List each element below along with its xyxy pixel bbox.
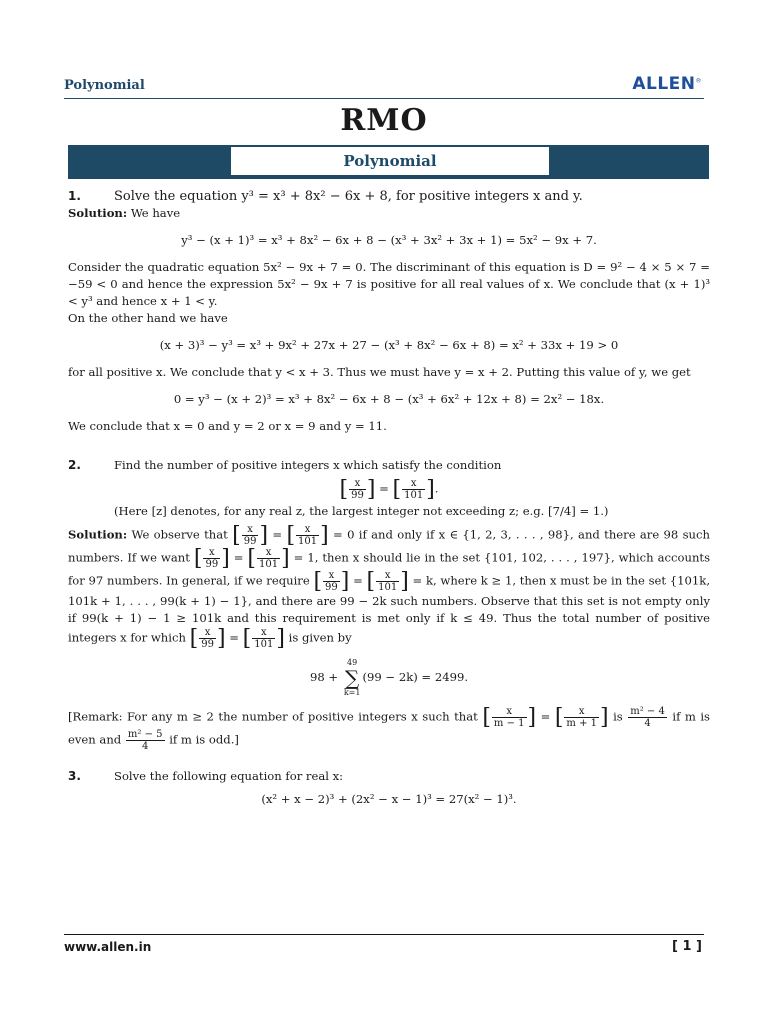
- question-2: [68, 457, 710, 474]
- question-number: 3.: [68, 769, 81, 783]
- banner-title: Polynomial: [231, 147, 549, 175]
- paragraph: for all positive x. We conclude that y < x + 3. Thus we must have y = x + 2. Putting this value of y, we get: [68, 365, 691, 379]
- question-number: 1.: [68, 189, 81, 203]
- page-content: [68, 186, 710, 814]
- note: (Here [z] denotes, for any real z, the largest integer not exceeding z; e.g. [7/4] = 1.): [114, 504, 609, 518]
- condition-equation: [ $\frac{x}{99}$ ] = [ $\frac{x}{101}$ ].: [339, 477, 439, 502]
- remark: [Remark: For any m ≥ 2 the number of positive integers x such that [ $\frac{x}{m - 1}$ ] = [ $\frac{x}{m + 1}$ ] is $\frac{\text{m² − 4}}{4}$ if m is even and $\frac{\text{m² − 5}}{4}$ if m is odd.]: [68, 705, 711, 752]
- paragraph: Consider the quadratic equation 5x² − 9x + 7 = 0. The discriminant of this equation is D = 9² − 4 × 5 × 7 = −59 < 0 and hence the expression 5x² − 9x + 7 is positive for all real values of x. We conclude that (x + 1)³ < y³ and hence x + 1 < y.: [68, 260, 710, 308]
- equation: y³ − (x + 1)³ = x³ + 8x² − 6x + 8 − (x³ + 3x² + 3x + 1) = 5x² − 9x + 7.: [181, 233, 597, 247]
- paragraph: We conclude that x = 0 and y = 2 or x = 9 and y = 11.: [68, 419, 387, 433]
- header-title: Polynomial: [64, 78, 145, 93]
- solution-1-intro: Solution: We have: [68, 206, 181, 220]
- question-number: 2.: [68, 458, 81, 472]
- equation: (x + 3)³ − y³ = x³ + 9x² + 27x + 27 − (x³ + 8x² − 6x + 8) = x² + 33x + 19 > 0: [159, 338, 619, 352]
- allen-logo: ALLEN®: [632, 74, 702, 94]
- question-text: Solve the following equation for real x:: [114, 769, 344, 783]
- equation: 0 = y³ − (x + 2)³ = x³ + 8x² − 6x + 8 − (x³ + 6x² + 12x + 8) = 2x² − 18x.: [173, 392, 605, 406]
- solution-label: Solution:: [68, 206, 128, 220]
- sigma-symbol: 49 ∑ k=1: [343, 658, 361, 697]
- paragraph: On the other hand we have: [68, 311, 228, 325]
- solution-2: Solution: We observe that [ $\frac{x}{99}$ ] = [ $\frac{x}{101}$ ] = 0 if and only if x ∈ {1, 2, 3, . . . , 98}, and there are 98 such numbers. If we want [ $\frac{x}{99}$ ] = [ $\frac{x}{101}$ ] = 1, then x should lie in the set {101, 102, . . . , 197}, which accounts for 97 numbers. In general, if we require [ $\frac{x}{99}$ ] = [ $\frac{x}{101}$ ] = k, where k ≥ 1, then x must be in the set {101k, 101k + 1, . . . , 99(k + 1) − 1}, and there are 99 − 2k such numbers. Observe that this set is not empty only if 99(k + 1) − 1 ≥ 101k and this requirement is met only if k ≤ 49. Thus the total number of positive integers x for which [ $\frac{x}{99}$ ] = [ $\frac{x}{101}$ ] is given by: [68, 523, 711, 651]
- main-title: RMO: [340, 103, 428, 138]
- equation: (x² + x − 2)³ + (2x² − x − 1)³ = 27(x² − 1)³.: [261, 792, 517, 806]
- sum-equation: 98 + 49 ∑ k=1 (99 − 2k) = 2499.: [309, 658, 469, 697]
- question-1: [68, 188, 710, 205]
- page-header: [64, 70, 704, 99]
- section-banner: [68, 145, 709, 179]
- question-3: [68, 768, 710, 785]
- page-number: [ 1 ]: [672, 939, 702, 954]
- question-text: Find the number of positive integers x which satisfy the condition: [114, 458, 502, 472]
- solution-label: Solution:: [68, 527, 128, 542]
- question-text: Solve the equation y³ = x³ + 8x² − 6x + 8, for positive integers x and y.: [114, 189, 583, 204]
- footer-url[interactable]: www.allen.in: [64, 940, 152, 954]
- page-footer: [64, 934, 704, 959]
